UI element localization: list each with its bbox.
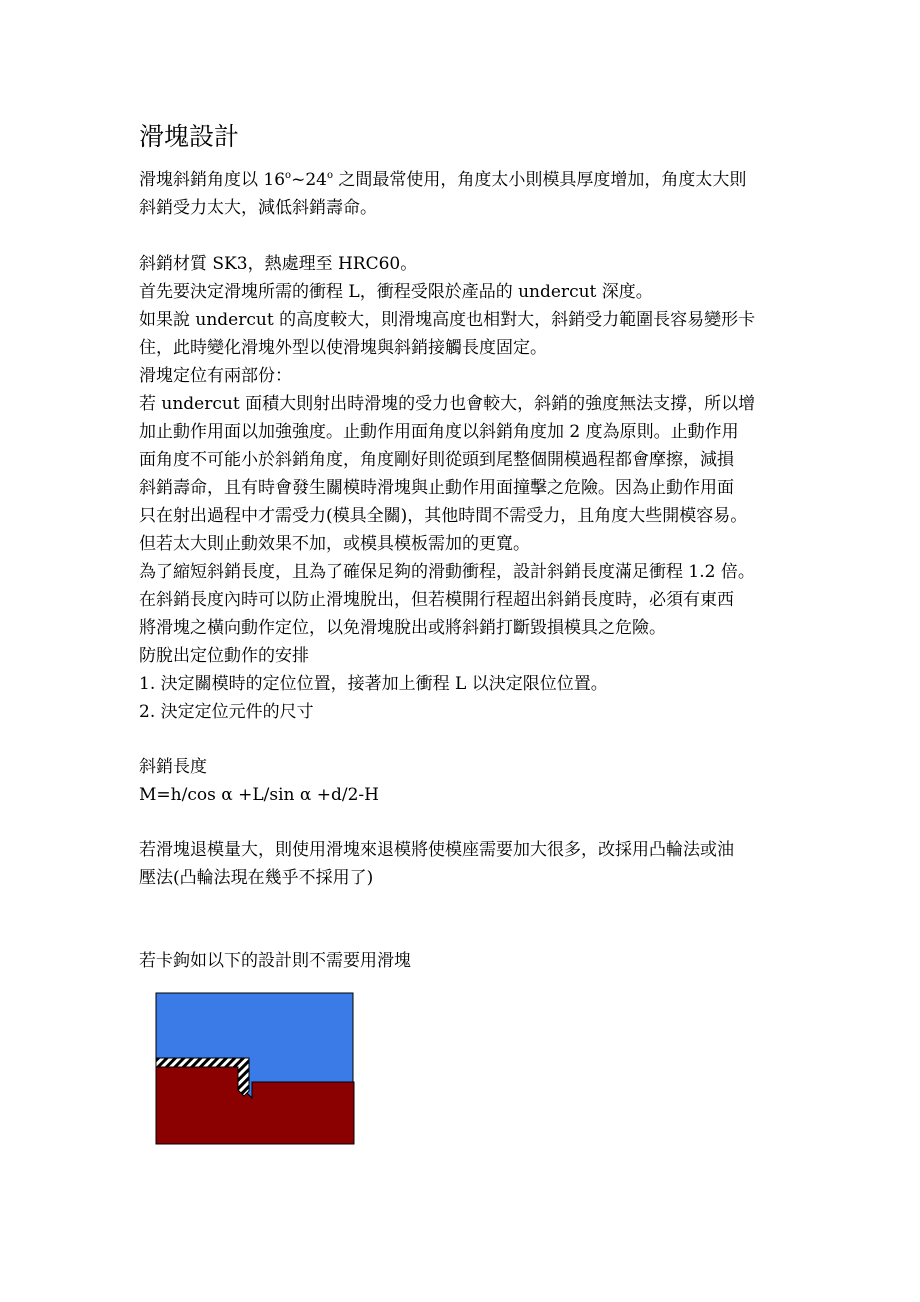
text-line: 但若太大則止動效果不加，或模具模板需加的更寬。 xyxy=(139,534,530,554)
text-line: 若卡鉤如以下的設計則不需要用滑塊 xyxy=(139,951,411,971)
text-line: 滑塊定位有兩部份： xyxy=(139,366,292,386)
list-item: 2. 決定定位元件的尺寸 xyxy=(139,702,314,722)
text-line: 面角度不可能小於斜銷角度，角度剛好則從頭到尾整個開模過程都會摩擦，減損 xyxy=(139,450,734,470)
text-line: 防脫出定位動作的安排 xyxy=(139,646,309,666)
text-segment: 之間最常使用，角度太小則模具厚度增加，角度太大則 xyxy=(333,170,747,190)
formula: M=h/cos α +L/sin α +d/2-H xyxy=(139,785,379,805)
text-segment: ~24 xyxy=(291,170,327,190)
text-line: 斜銷材質 SK3，熱處理至 HRC60。 xyxy=(139,254,418,274)
text-line: 為了縮短斜銷長度，且為了確保足夠的滑動衝程，設計斜銷長度滿足衝程 1.2 倍。 xyxy=(139,562,755,582)
text-line: 將滑塊之橫向動作定位，以免滑塊脫出或將斜銷打斷毀損模具之危險。 xyxy=(139,618,666,638)
page-title: 滑塊設計 xyxy=(139,122,240,151)
list-item: 1. 決定關模時的定位位置，接著加上衝程 L 以決定限位位置。 xyxy=(139,674,608,694)
text-segment: 滑塊斜銷角度以 16 xyxy=(139,170,286,190)
text-line: 在斜銷長度內時可以防止滑塊脫出，但若模開行程超出斜銷長度時，必須有東西 xyxy=(139,590,734,610)
text-line: 住，此時變化滑塊外型以使滑塊與斜銷接觸長度固定。 xyxy=(139,338,547,358)
text-line: 加止動作用面以加強強度。止動作用面角度以斜銷角度加 2 度為原則。止動作用 xyxy=(139,422,739,442)
text-line: 斜銷壽命，且有時會發生關模時滑塊與止動作用面撞擊之危險。因為止動作用面 xyxy=(139,478,734,498)
text-line: 只在射出過程中才需受力(模具全關)，其他時間不需受力，且角度大些開模容易。 xyxy=(139,506,748,526)
text-line: 首先要決定滑塊所需的衝程 L，衝程受限於產品的 undercut 深度。 xyxy=(139,282,653,302)
paragraph-angle-line-2: 斜銷受力太大，減低斜銷壽命。 xyxy=(139,198,377,218)
text-line: 若滑塊退模量大，則使用滑塊來退模將使模座需要加大很多，改採用凸輪法或油 xyxy=(139,840,734,860)
degree-superscript: o xyxy=(326,170,333,181)
text-line: 若 undercut 面積大則射出時滑塊的受力也會較大，斜銷的強度無法支撐，所以增 xyxy=(139,394,756,414)
hook-design-figure xyxy=(150,988,360,1150)
text-line: 如果說 undercut 的高度較大，則滑塊高度也相對大，斜銷受力範圍長容易變形卡 xyxy=(139,310,756,330)
degree-superscript: o xyxy=(285,170,292,181)
text-line: 壓法(凸輪法現在幾乎不採用了) xyxy=(139,868,374,888)
length-heading: 斜銷長度 xyxy=(139,757,207,777)
paragraph-angle-line-1 xyxy=(139,167,746,193)
